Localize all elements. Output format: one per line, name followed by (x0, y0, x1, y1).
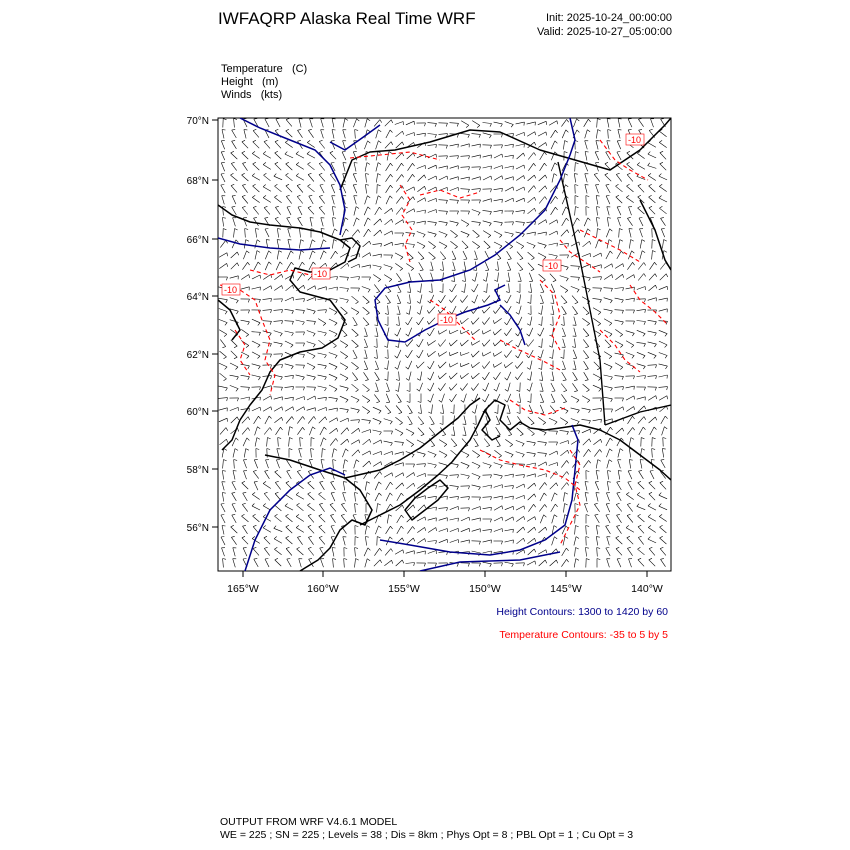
longitude-axis (243, 571, 647, 577)
height-contour-legend: Height Contours: 1300 to 1420 by 60 (496, 606, 668, 618)
svg-text:-10: -10 (440, 315, 454, 325)
svg-text:-10: -10 (545, 261, 559, 271)
latitude-axis (212, 120, 218, 527)
temperature-label (312, 268, 330, 279)
temperature-contour-legend: Temperature Contours: -35 to 5 by 5 (499, 629, 668, 641)
lat-label: 58°N (186, 465, 209, 476)
temperature-label (543, 260, 561, 271)
lat-label: 56°N (186, 523, 209, 534)
model-config: WE = 225 ; SN = 225 ; Levels = 38 ; Dis = 8km ; Phys Opt = 8 ; PBL Opt = 1 ; Cu Opt = 3 (220, 829, 634, 841)
lat-label: 66°N (186, 235, 209, 246)
svg-text:-10: -10 (224, 285, 238, 295)
lon-label: 145°W (550, 583, 582, 595)
lon-label: 160°W (307, 583, 339, 595)
svg-text:-10: -10 (628, 135, 642, 145)
temperature-label (222, 284, 240, 295)
chart-title: IWFAQRP Alaska Real Time WRF (218, 9, 476, 28)
lon-label: 140°W (631, 583, 663, 595)
svg-text:-10: -10 (314, 269, 328, 279)
model-info: OUTPUT FROM WRF V4.6.1 MODEL (220, 816, 398, 828)
init-time: Init: 2025-10-24_00:00:00 (546, 12, 672, 24)
lon-label: 165°W (227, 583, 259, 595)
lon-label: 155°W (388, 583, 420, 595)
variable-winds: Winds (kts) (221, 89, 283, 101)
valid-time: Valid: 2025-10-27_05:00:00 (537, 26, 672, 38)
lat-label: 62°N (186, 350, 209, 361)
lat-label: 64°N (186, 292, 209, 303)
temperature-label (626, 134, 644, 145)
lon-label: 150°W (469, 583, 501, 595)
lat-label: 68°N (186, 176, 209, 187)
lat-label: 70°N (186, 116, 209, 127)
variable-temperature: Temperature (C) (221, 63, 308, 75)
lat-label: 60°N (186, 407, 209, 418)
temperature-label (438, 314, 456, 325)
variable-height: Height (m) (221, 76, 279, 88)
